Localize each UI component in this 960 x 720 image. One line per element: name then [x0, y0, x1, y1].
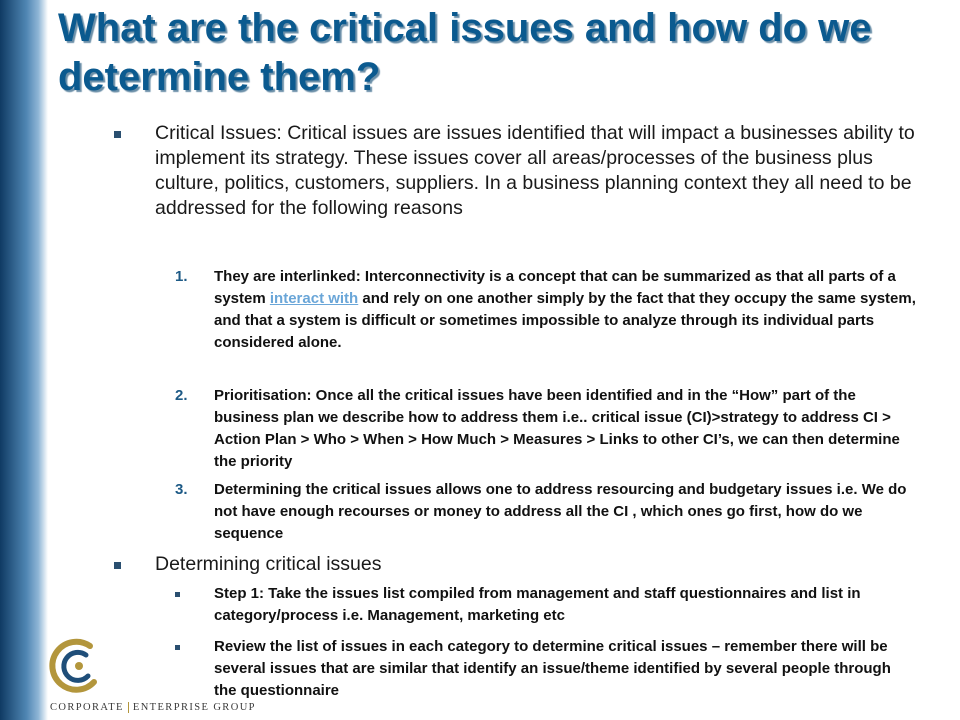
numbered-item-interlinked	[214, 266, 916, 354]
item-number-3: 3.	[175, 481, 188, 498]
numbered-item-prioritisation: Prioritisation: Once all the critical issues have been identified and in the “How” part of the business plan we describe how to address them i.e.. critical issue (CI)>strategy to address CI > Action Plan > Who > When > How Much > Measures > Links to other CI’s, we can then determine the priority	[214, 387, 900, 470]
left-gradient-band	[0, 0, 48, 720]
bullet-determining-critical-issues: Determining critical issues	[155, 553, 382, 575]
square-bullet-icon	[175, 645, 180, 650]
numbered-item-resourcing: Determining the critical issues allows one to address resourcing and budgetary issues i.e. We do not have enough recourses or money to address all the CI , which ones go first, how do we sequence	[214, 481, 907, 542]
item-text-1a: They are interlinked: Interconnectivity is a concept that can be summarized as that all parts of a system	[214, 268, 896, 307]
interact-with-link[interactable]: interact with	[269, 290, 359, 307]
square-bullet-icon	[175, 592, 180, 597]
logo-word-enterprise-group: ENTERPRISE GROUP	[132, 702, 256, 713]
square-bullet-icon	[114, 131, 121, 138]
item-number-2: 2.	[175, 387, 188, 404]
sub-bullet-step-1: Step 1: Take the issues list compiled from management and staff questionnaires and list in category/process i.e. Management, marketing etc	[214, 585, 861, 624]
bullet-critical-issues: Critical Issues: Critical issues are issues identified that will impact a businesses ability to implement its strategy. These issues cover all areas/processes of the business plus culture, politics, customers, suppliers. In a business planning context they all need to be addressed for the following reasons	[155, 122, 915, 219]
logo-separator	[128, 702, 129, 713]
sub-bullet-review-list: Review the list of issues in each category to determine critical issues – remember there will be several issues that are similar that identify an issue/theme identified by several people through the questionnaire	[214, 638, 891, 699]
item-text-1b: and rely on one another simply by the fact that they occupy the same system, and that a system is difficult or sometimes impossible to analyze through its individual parts considered alone.	[214, 290, 916, 351]
logo-word-corporate: CORPORATE	[50, 702, 124, 713]
corporate-enterprise-logo-icon	[48, 636, 108, 696]
square-bullet-icon	[114, 562, 121, 569]
item-number-1: 1.	[175, 268, 188, 285]
logo-wordmark	[50, 702, 256, 713]
page-title: What are the critical issues and how do we determine them?	[58, 6, 872, 99]
